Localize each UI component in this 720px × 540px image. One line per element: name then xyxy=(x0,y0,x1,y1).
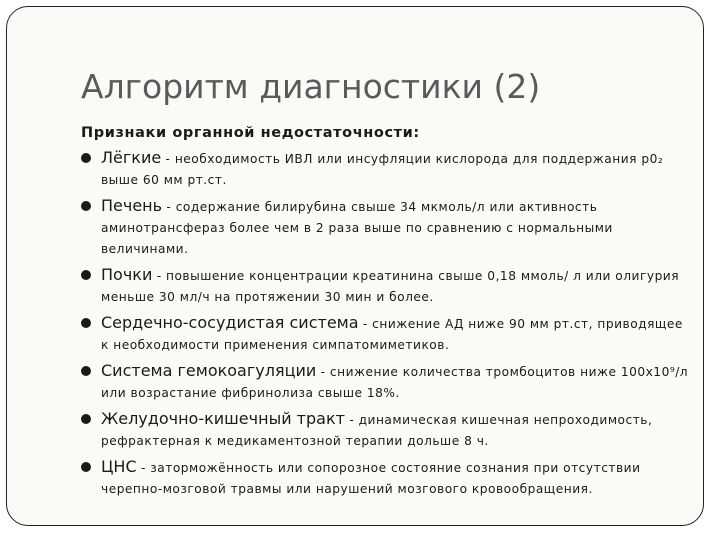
item-description: - снижение АД ниже 90 мм рт.ст, приводящее к необходимости применения симпатомиметиков. xyxy=(101,317,683,352)
list-item-coagulation xyxy=(79,361,689,403)
item-term: Печень xyxy=(101,196,163,215)
list-item-liver xyxy=(79,196,689,259)
bullet-icon xyxy=(81,153,91,163)
bullet-icon xyxy=(81,270,91,280)
item-description: - содержание билирубина свыше 34 мкмоль/л или активность аминотрансфераз более чем в 2 раза выше по сравнению с нормальными величинами. xyxy=(101,200,613,256)
item-term: ЦНС xyxy=(101,457,137,476)
item-term: Почки xyxy=(101,265,153,284)
bullet-icon xyxy=(81,201,91,211)
bullet-icon xyxy=(81,462,91,472)
item-term: Желудочно-кишечный тракт xyxy=(101,409,345,428)
bullet-icon xyxy=(81,414,91,424)
item-term: Сердечно-сосудистая система xyxy=(101,313,359,332)
list-item-cns xyxy=(79,457,689,499)
item-description: - необходимость ИВЛ или инсуфляции кислорода для поддержания р0₂ выше 60 мм рт.ст. xyxy=(101,152,664,187)
list-item-kidneys xyxy=(79,265,689,307)
item-description: - заторможённость или сопорозное состояние сознания при отсутствии черепно-мозговой травмы или нарушений мозгового кровообращения. xyxy=(101,461,641,496)
bullet-icon xyxy=(81,318,91,328)
list-item-cardiovascular xyxy=(79,313,689,355)
list-item-lungs xyxy=(79,148,689,190)
item-description: - повышение концентрации креатинина свыше 0,18 ммоль/ л или олигурия меньше 30 мл/ч на протяжении 30 мин и более. xyxy=(101,269,680,304)
bullet-icon xyxy=(81,366,91,376)
item-description: - динамическая кишечная непроходимость, рефрактерная к медикаментозной терапии дольше 8 ч. xyxy=(101,413,653,448)
slide-title: Алгоритм диагностики (2) xyxy=(81,67,541,106)
slide xyxy=(6,6,704,526)
item-term: Система гемокоагуляции xyxy=(101,361,317,380)
slide-subtitle: Признаки органной недостаточности: xyxy=(81,125,420,141)
criteria-list xyxy=(79,148,689,499)
slide-content xyxy=(79,125,689,505)
item-term: Лёгкие xyxy=(101,148,162,167)
item-description: - снижение количества тромбоцитов ниже 100x10⁹/л или возрастание фибринолиза свыше 18%. xyxy=(101,365,689,400)
list-item-gastrointestinal xyxy=(79,409,689,451)
